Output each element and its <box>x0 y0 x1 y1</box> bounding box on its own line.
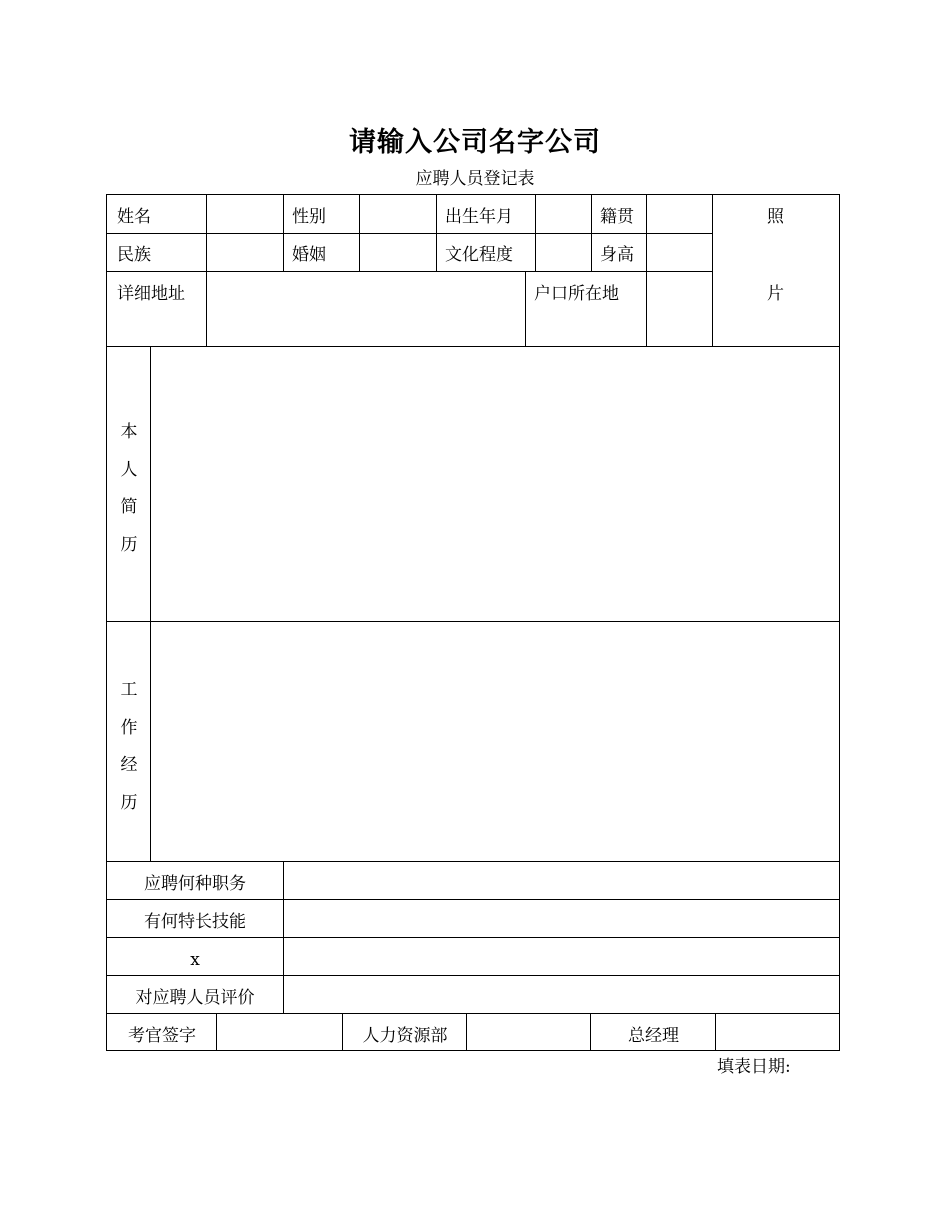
examiner-signature-label: 考官签字 <box>128 1026 196 1046</box>
extra-row-label: x <box>190 950 200 970</box>
col-divider <box>283 195 284 271</box>
address-label: 详细地址 <box>117 284 185 304</box>
form-title: 应聘人员登记表 <box>415 169 535 189</box>
col-divider <box>283 861 284 1013</box>
height-label: 身高 <box>600 245 634 265</box>
photo-label-bottom: 片 <box>767 284 784 304</box>
resume-section-label <box>107 414 151 564</box>
hukou-label: 户口所在地 <box>534 284 619 304</box>
skills-label: 有何特长技能 <box>144 912 246 932</box>
registration-form-table <box>106 194 840 1051</box>
education-label: 文化程度 <box>445 245 513 265</box>
general-manager-label: 总经理 <box>628 1026 679 1046</box>
native-place-label: 籍贯 <box>600 207 634 227</box>
col-divider <box>591 195 592 271</box>
photo-label-top: 照 <box>767 207 784 227</box>
evaluation-label: 对应聘人员评价 <box>135 988 255 1008</box>
marriage-label: 婚姻 <box>292 245 326 265</box>
col-divider <box>436 195 437 271</box>
section-divider-basic <box>107 346 839 347</box>
gender-label: 性别 <box>292 207 326 227</box>
work-section-label <box>107 672 151 822</box>
section-divider-resume <box>107 621 839 622</box>
row-divider-1 <box>107 233 712 234</box>
birth-label: 出生年月 <box>445 207 513 227</box>
resume-label-char: 人 <box>120 459 138 480</box>
row-divider-position-3 <box>107 975 839 976</box>
work-label-char: 作 <box>120 717 138 738</box>
name-label: 姓名 <box>117 207 151 227</box>
col-divider <box>646 195 647 346</box>
resume-label-char: 历 <box>120 534 138 555</box>
resume-label-char: 简 <box>120 497 138 517</box>
hr-department-label: 人力资源部 <box>362 1026 448 1046</box>
col-divider <box>206 195 207 346</box>
position-label: 应聘何种职务 <box>144 874 246 894</box>
col-divider <box>359 195 360 271</box>
row-divider-position-2 <box>107 937 839 938</box>
row-divider-2 <box>107 271 712 272</box>
work-label-char: 工 <box>120 680 138 700</box>
col-divider <box>535 195 536 271</box>
work-label-char: 历 <box>120 792 138 813</box>
row-divider-position-1 <box>107 899 839 900</box>
fill-date-label: 填表日期: <box>717 1057 791 1077</box>
col-divider <box>525 271 526 346</box>
company-title: 请输入公司名字公司 <box>349 127 601 158</box>
photo-col-divider <box>712 195 713 346</box>
section-divider-work <box>107 861 839 862</box>
ethnicity-label: 民族 <box>117 245 151 265</box>
resume-label-char: 本 <box>120 422 138 442</box>
work-label-char: 经 <box>120 755 138 775</box>
